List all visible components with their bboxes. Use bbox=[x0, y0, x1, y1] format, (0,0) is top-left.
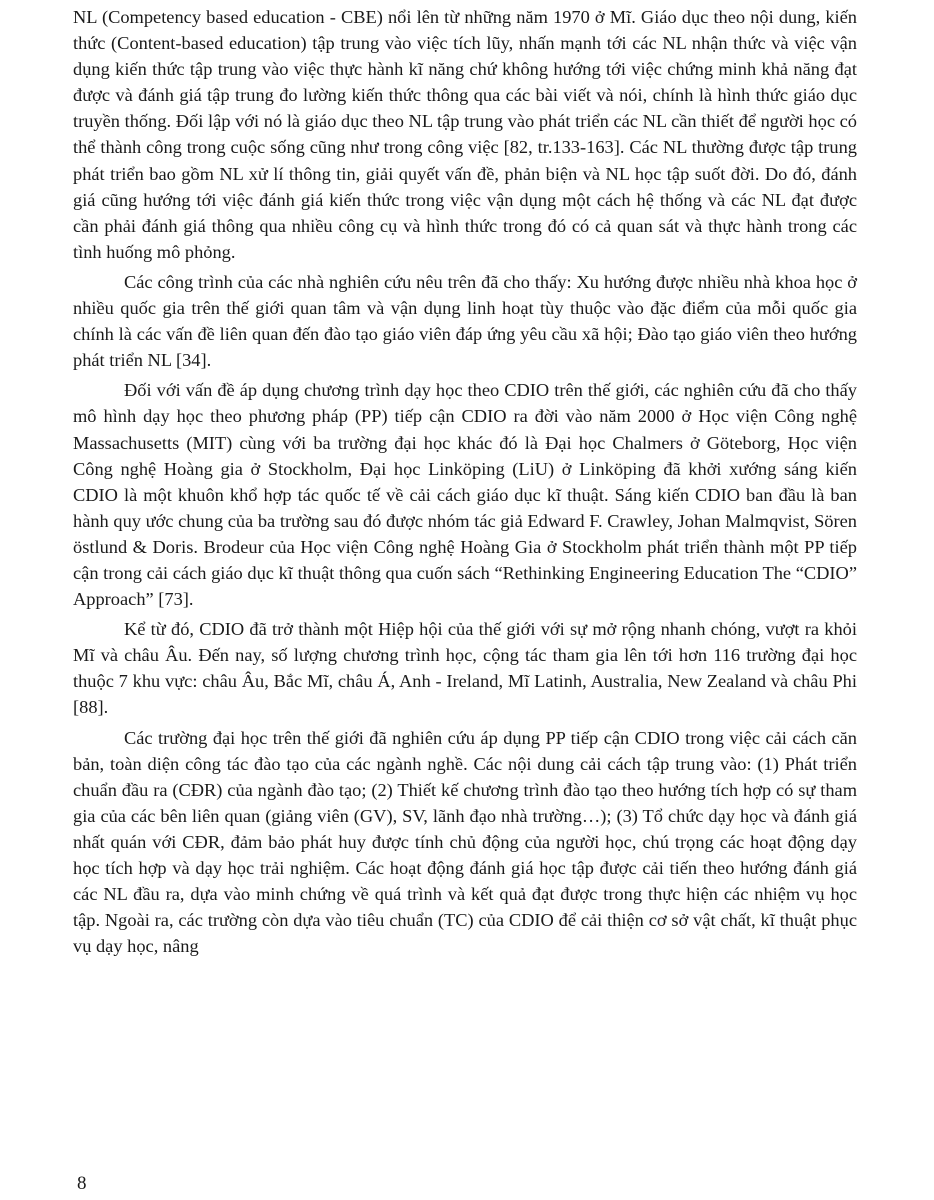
paragraph-cdio-reform: Các trường đại học trên thế giới đã nghiên cứu áp dụng PP tiếp cận CDIO trong việc cải cách căn bản, toàn diện công tác đào tạo của các ngành nghề. Các nội dung cải cách tập trung vào: (1) Phát triển chuẩn đầu ra (CĐR) của ngành đào tạo; (2) Thiết kế chương trình đào tạo theo hướng tích hợp có sự tham gia của các bên liên quan (giảng viên (GV), SV, lãnh đạo nhà trường…); (3) Tổ chức dạy học và đánh giá nhất quán với CĐR, đảm bảo phát huy được tính chủ động của người học, chú trọng các hoạt động dạy học tích hợp và dạy học trải nghiệm. Các hoạt động đánh giá học tập được cải tiến theo hướng đánh giá các NL đầu ra, dựa vào minh chứng về quá trình và kết quả đạt được trong thực hiện các nhiệm vụ học tập. Ngoài ra, các trường còn dựa vào tiêu chuẩn (TC) của CDIO để cải thiện cơ sở vật chất, kĩ thuật phục vụ dạy học, nâng bbox=[73, 727, 857, 957]
document-page bbox=[73, 4, 857, 963]
paragraph-research-summary: Các công trình của các nhà nghiên cứu nêu trên đã cho thấy: Xu hướng được nhiều nhà khoa học ở nhiều quốc gia trên thế giới quan tâm và vận dụng linh hoạt tùy thuộc vào đặc điểm của mỗi quốc gia chính là các vấn đề liên quan đến đào tạo giáo viên đáp ứng yêu cầu xã hội; Đào tạo giáo viên theo hướng phát triển NL [34]. bbox=[73, 271, 857, 371]
paragraph-cdio-expansion: Kể từ đó, CDIO đã trở thành một Hiệp hội của thế giới với sự mở rộng nhanh chóng, vượt ra khỏi Mĩ và châu Âu. Đến nay, số lượng chương trình học, cộng tác tham gia lên tới hơn 116 trường đại học thuộc 7 khu vực: châu Âu, Bắc Mĩ, châu Á, Anh - Ireland, Mĩ Latinh, Australia, New Zealand và châu Phi [88]. bbox=[73, 619, 857, 718]
page-number: 8 bbox=[77, 1173, 87, 1194]
paragraph-cdio-origin: Đối với vấn đề áp dụng chương trình dạy học theo CDIO trên thế giới, các nghiên cứu đã cho thấy mô hình dạy học theo phương pháp (PP) tiếp cận CDIO ra đời vào năm 2000 ở Học viện Công nghệ Massachusetts (MIT) cùng với ba trường đại học khác đó là Đại học Chalmers ở Göteborg, Học viện Công nghệ Hoàng gia ở Stockholm, Đại học Linköping (LiU) ở Linköping đã khởi xướng sáng kiến CDIO là một khuôn khổ hợp tác quốc tế về cải cách giáo dục kĩ thuật. Sáng kiến CDIO ban đầu là ban hành quy ước chung của ba trường sau đó được nhóm tác giả Edward F. Crawley, Johan Malmqvist, Sören östlund & Doris. Brodeur của Học viện Công nghệ Hoàng Gia ở Stockholm phát triển thành một PP tiếp cận trong cải cách giáo dục kĩ thuật thông qua cuốn sách “Rethinking Engineering Education The “CDIO” Approach” [73]. bbox=[73, 380, 857, 610]
paragraph-cbe-definition: NL (Competency based education - CBE) nổi lên từ những năm 1970 ở Mĩ. Giáo dục theo nội dung, kiến thức (Content-based education) tập trung vào việc tích lũy, nhấn mạnh tới các NL nhận thức và việc vận dụng kiến thức tập trung vào việc thực hành kĩ năng chứ không hướng tới việc chứng minh khả năng đạt được và đánh giá tập trung đo lường kiến thức thông qua các bài viết và nói, chính là hình thức giáo dục truyền thống. Đối lập với nó là giáo dục theo NL tập trung vào phát triển các NL cần thiết để người học có thể thành công trong cuộc sống cũng như trong công việc [82, tr.133-163]. Các NL thường được tập trung phát triển bao gồm NL xử lí thông tin, giải quyết vấn đề, phản biện và NL học tập suốt đời. Do đó, đánh giá cũng hướng tới việc đánh giá kiến thức trong việc vận dụng một cách hệ thống và các NL đạt được cần phải đánh giá thông qua nhiều công cụ và hình thức trong đó có cả quan sát và thực hành trong các tình huống mô phỏng. bbox=[73, 7, 857, 262]
